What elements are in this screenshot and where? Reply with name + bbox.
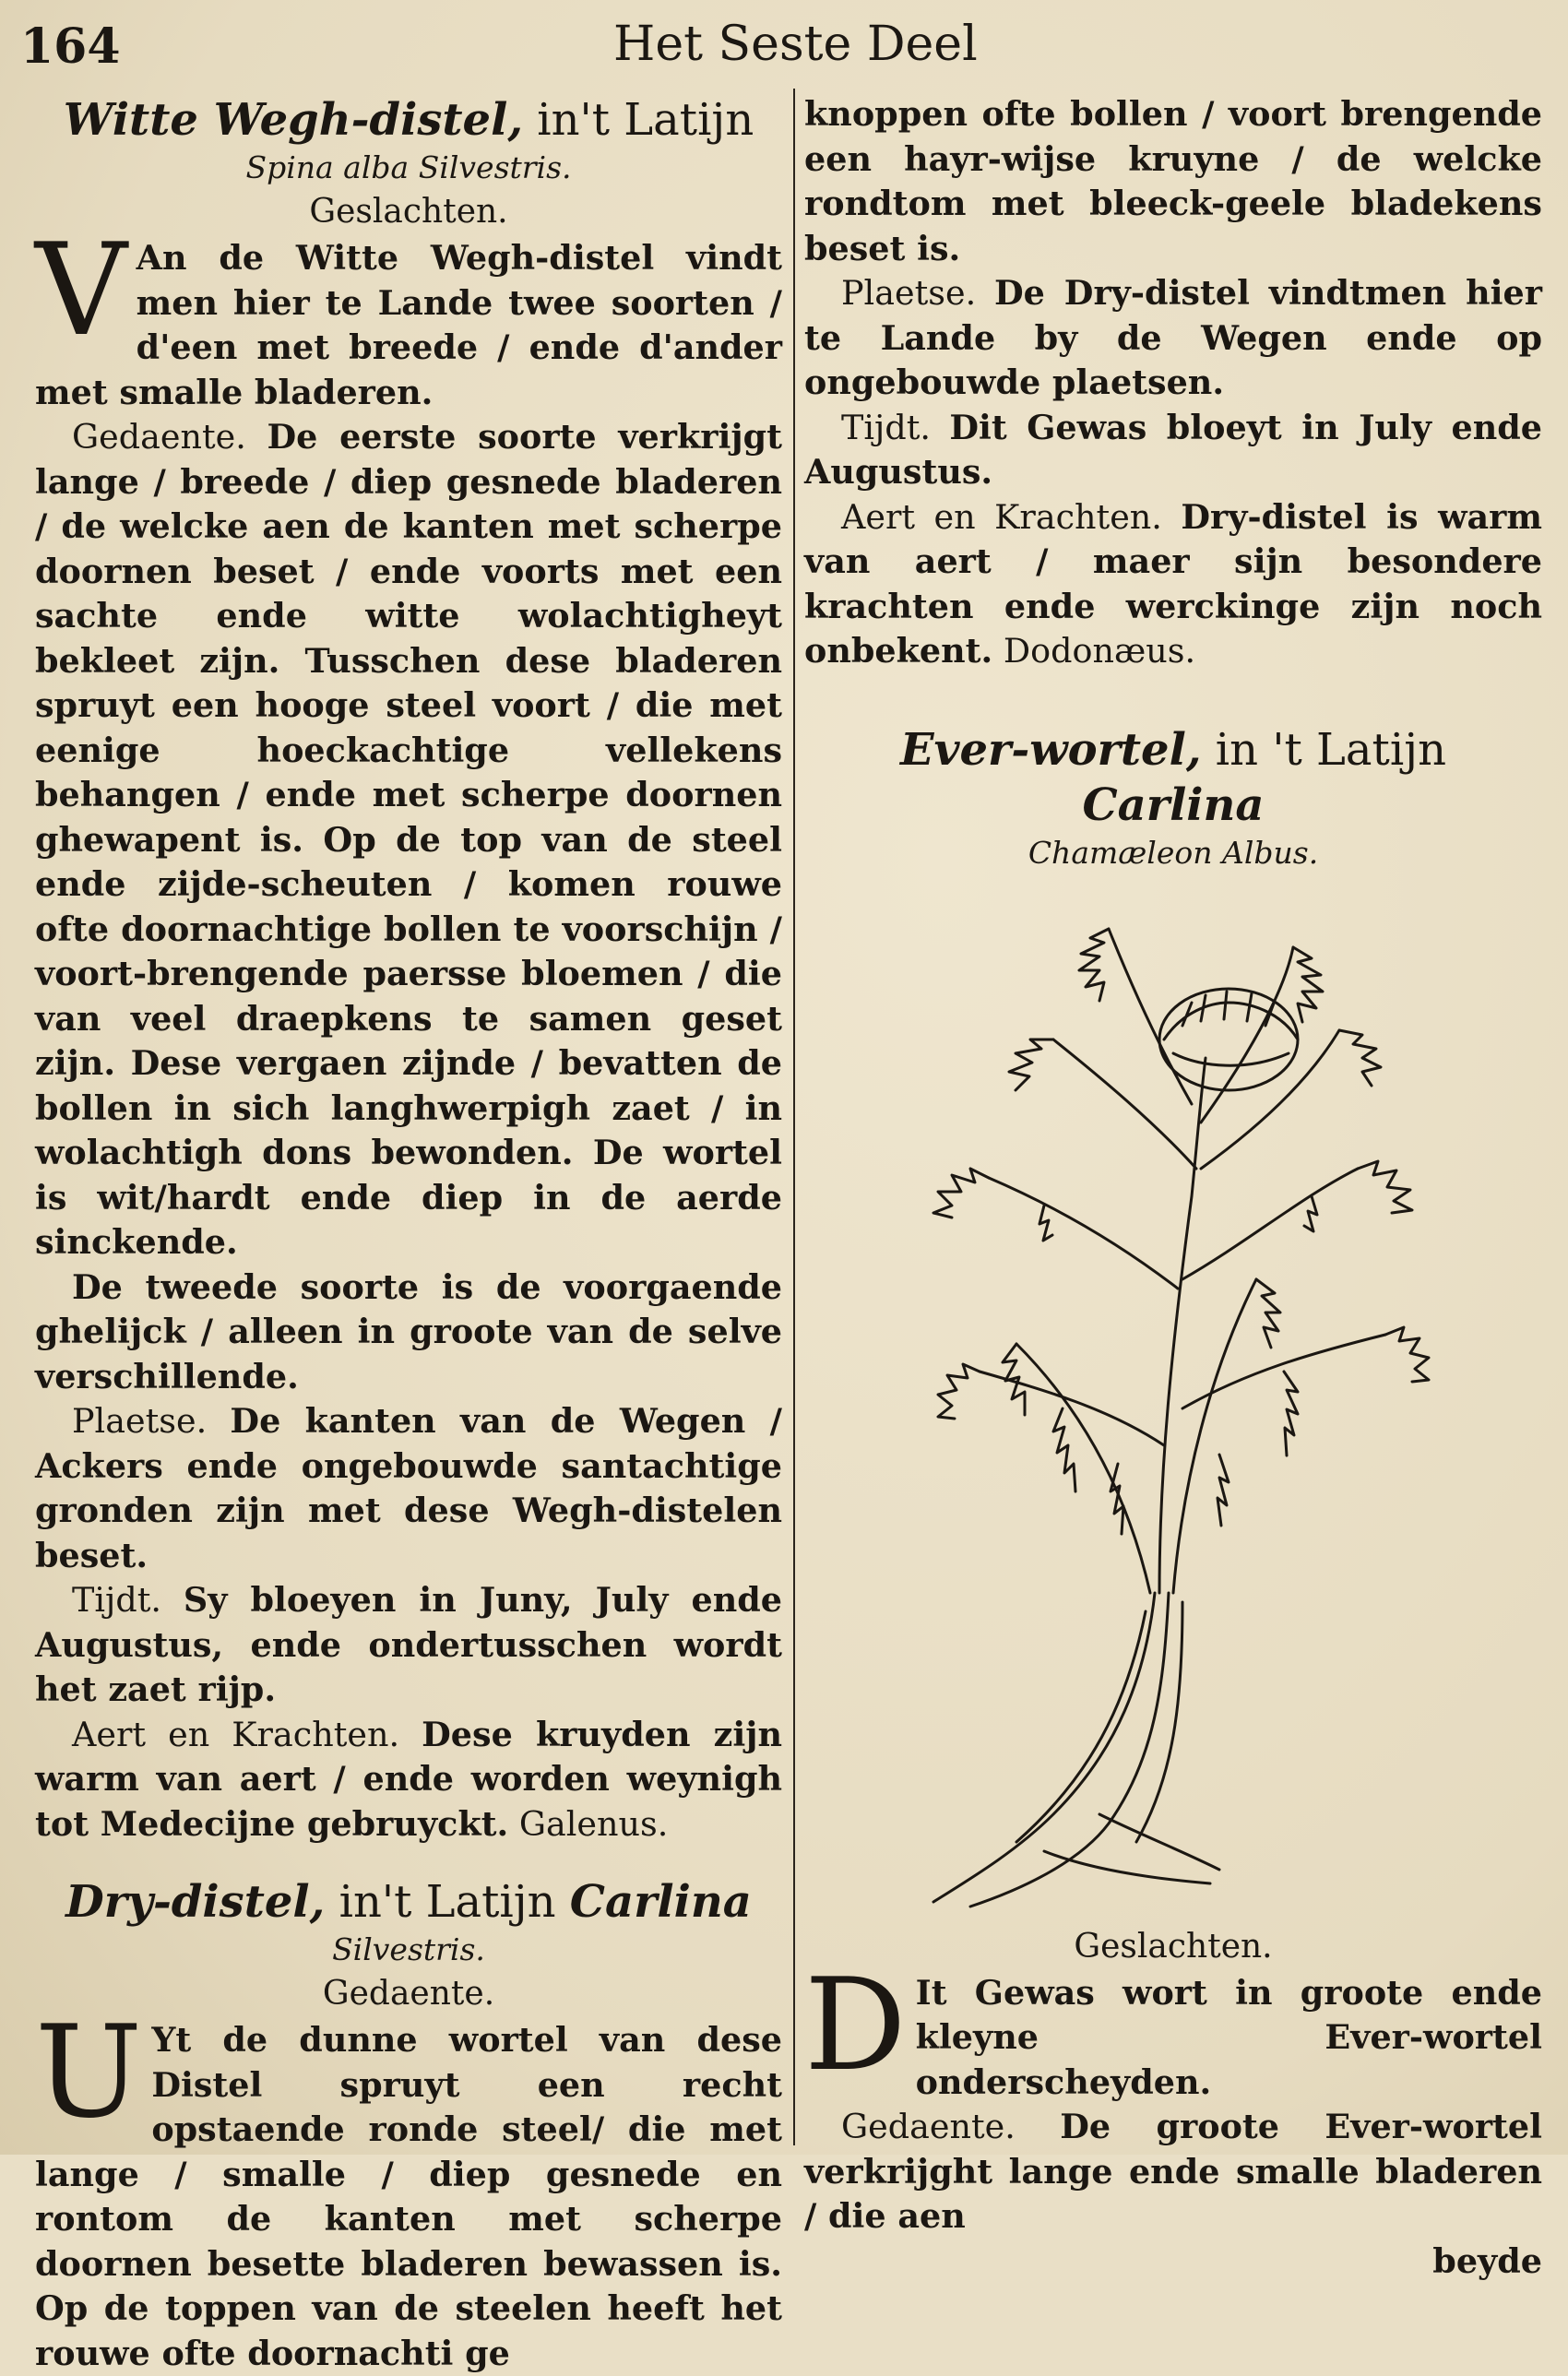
paragraph-gedaente: Gedaente. De eerste soorte verkrijgt lange / breede / diep gesnede bladeren / de welcke aen de kanten met scherpe doornen beset / ende voorts met een sachte ende witte wolachtigheyt bekleet zijn. Tusschen dese bladeren spruyt een hooge steel voort / die met eenige hoeckachtige vellekens behangen / ende met scherpe doornen ghewapent is. Op de top van de steel ende zijde-scheuten / komen rouwe ofte doornachtige bollen te voorschijn / voort-brengende paersse bloemen / die van veel draepkens te samen geset zijn. Dese vergaen zijnde / bevatten de bollen in sich langhwerpigh zaet / in wolachtigh dons bewonden. De wortel is wit/hardt ende diep in de aerde sinckende. [35, 417, 782, 1262]
paragraph-gedaente: Gedaente. De groote Ever-wortel verkrijght lange ende smalle bladeren / die aen [804, 2107, 1542, 2236]
page-header [0, 13, 1568, 77]
column-divider [793, 89, 795, 2145]
paragraph: U Yt de dunne wortel van dese Distel spruyt een recht opstaende ronde steel/ die met lange / smalle / diep gesnede en rontom de kanten met scherpe doornen besette bladeren bewassen is. Op de toppen van de steelen heeft het rouwe ofte doornachti ge [35, 1998, 782, 2373]
paragraph-plaetse: Plaetse. De Dry-distel vindtmen hier te Lande by de Wegen ende op ongebouwde plaetsen. [804, 273, 1542, 402]
drop-cap: D [804, 1950, 907, 2099]
section-title-ever-wortel: Ever-wortel, in 't Latijn Carlina [900, 723, 1446, 831]
left-column [35, 92, 782, 2376]
subheading-gedaente: Gedaente. [322, 1975, 495, 2013]
page-number: 164 [20, 18, 121, 75]
section-title-dry-distel: Dry-distel, in't Latijn Carlina [65, 1876, 752, 1928]
latin-name: Chamæleon Albus. [1028, 834, 1319, 871]
drop-cap: U [35, 1998, 143, 2146]
right-column [804, 92, 1542, 2284]
paragraph: knoppen ofte bollen / voort brengende een hayr-wijse kruyne / de welcke rondtom met bleeck-geele bladekens beset is. [804, 94, 1542, 268]
subheading-geslachten: Geslachten. [309, 193, 508, 231]
paragraph: V An de Witte Wegh-distel vindt men hier te Lande twee soorten / d'een met breede / ende d'ander met smalle bladeren. [35, 216, 782, 412]
section-title-witte-wegh-distel: Witte Wegh-distel, in't Latijn [63, 94, 754, 146]
subheading-geslachten: Geslachten. [1074, 1927, 1273, 1966]
latin-name: Spina alba Silvestris. [245, 149, 572, 185]
latin-name: Silvestris. [332, 1931, 485, 1967]
paragraph: De tweede soorte is de voorgaende ghelijck / alleen in groote van de selve verschillende. [35, 1266, 782, 1396]
paragraph: D It Gewas wort in groote ende kleyne Ever-wortel onderscheyden. [804, 1950, 1542, 2102]
paragraph-aert-en-krachten: Aert en Krachten. Dry-distel is warm van aert / maer sijn besondere krachten ende werckinge zijn noch onbekent. Dodonæus. [804, 496, 1542, 671]
carlina-plant-woodcut-illustration [878, 892, 1468, 1916]
paragraph-tijdt: Tijdt. Sy bloeyen in Juny, July ende Augustus, ende ondertusschen wordt het zaet rijp. [35, 1580, 782, 1709]
paragraph-plaetse: Plaetse. De kanten van de Wegen / Ackers ende ongebouwde santachtige gronden zijn met dese Wegh-distelen beset. [35, 1401, 782, 1575]
drop-cap: V [35, 216, 127, 364]
running-head: Het Seste Deel [613, 17, 978, 72]
paragraph-aert-en-krachten: Aert en Krachten. Dese kruyden zijn warm van aert / ende worden weynigh tot Medecijne gebruyckt. Galenus. [35, 1714, 782, 1844]
catchword: beyde [1432, 2240, 1542, 2281]
paragraph-tijdt: Tijdt. Dit Gewas bloeyt in July ende Augustus. [804, 407, 1542, 492]
